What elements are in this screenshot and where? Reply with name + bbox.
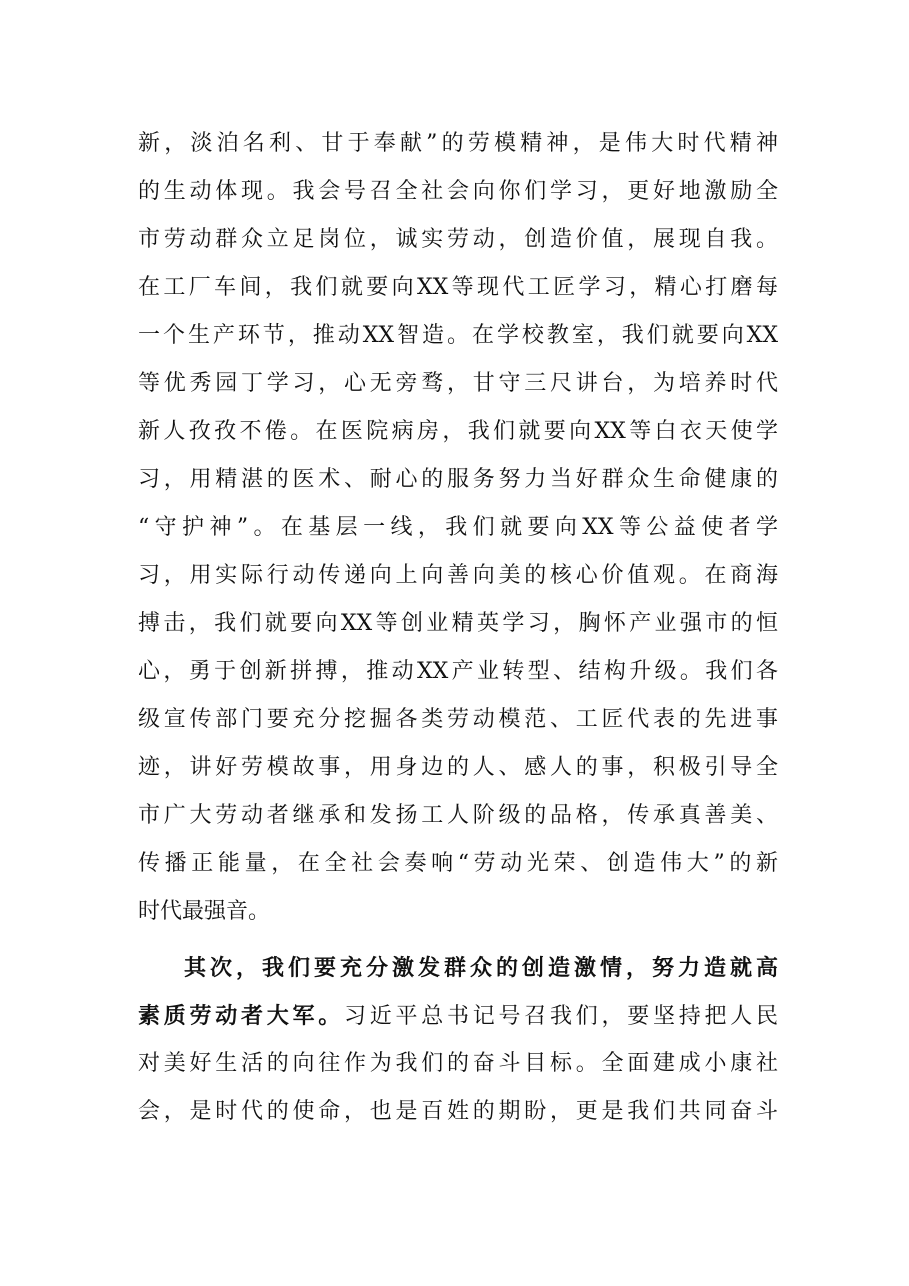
text-line: 心，勇于创新拼搏，推动XX产业转型、结构升级。我们各 <box>138 659 778 684</box>
text-line-mixed <box>138 992 778 1040</box>
text-line: 搏击，我们就要向XX等创业精英学习，胸怀产业强市的恒 <box>138 611 778 636</box>
text-span: 习近平总书记号召我们，要坚持把人民 <box>344 1004 778 1029</box>
paragraph-heading-tail: 素质劳动者大军。 <box>138 1003 344 1029</box>
text-line: 习，用精湛的医术、耐心的服务努力当好群众生命健康的 <box>138 467 778 492</box>
text-line: 等优秀园丁学习，心无旁骛，甘守三尺讲台，为培养时代 <box>138 371 778 396</box>
text-line: 时代最强音。 <box>138 899 271 924</box>
text-line: 新，淡泊名利、甘于奉献”的劳模精神，是伟大时代精神 <box>138 131 778 156</box>
text-line: 习，用实际行动传递向上向善向美的核心价值观。在商海 <box>138 563 778 588</box>
text-line: 在工厂车间，我们就要向XX等现代工匠学习，精心打磨每 <box>138 275 778 300</box>
text-line: 对美好生活的向往作为我们的奋斗目标。全面建成小康社 <box>138 1051 778 1076</box>
text-line: 市广大劳动者继承和发扬工人阶级的品格，传承真善美、 <box>138 803 778 828</box>
text-line: 的生动体现。我会号召全社会向你们学习，更好地激励全 <box>138 179 778 204</box>
text-line: 级宣传部门要充分挖掘各类劳动模范、工匠代表的先进事 <box>138 707 778 732</box>
paragraph-creative-passion <box>138 944 778 1136</box>
text-line: 迹，讲好劳模故事，用身边的人、感人的事，积极引导全 <box>138 755 778 780</box>
text-line: 会，是时代的使命，也是百姓的期盼，更是我们共同奋斗 <box>138 1099 778 1124</box>
paragraph-labor-model-spirit <box>138 120 778 936</box>
text-line: 一个生产环节，推动XX智造。在学校教室，我们就要向XX <box>138 323 778 348</box>
text-line: 新人孜孜不倦。在医院病房，我们就要向XX等白衣天使学 <box>138 419 778 444</box>
text-line: 传播正能量，在全社会奏响“劳动光荣、创造伟大”的新 <box>138 851 778 876</box>
text-line: 市劳动群众立足岗位，诚实劳动，创造价值，展现自我。 <box>138 227 778 252</box>
text-line: “守护神”。在基层一线，我们就要向XX等公益使者学 <box>138 515 778 540</box>
paragraph-heading-line: 其次，我们要充分激发群众的创造激情，努力造就高 <box>184 955 778 981</box>
